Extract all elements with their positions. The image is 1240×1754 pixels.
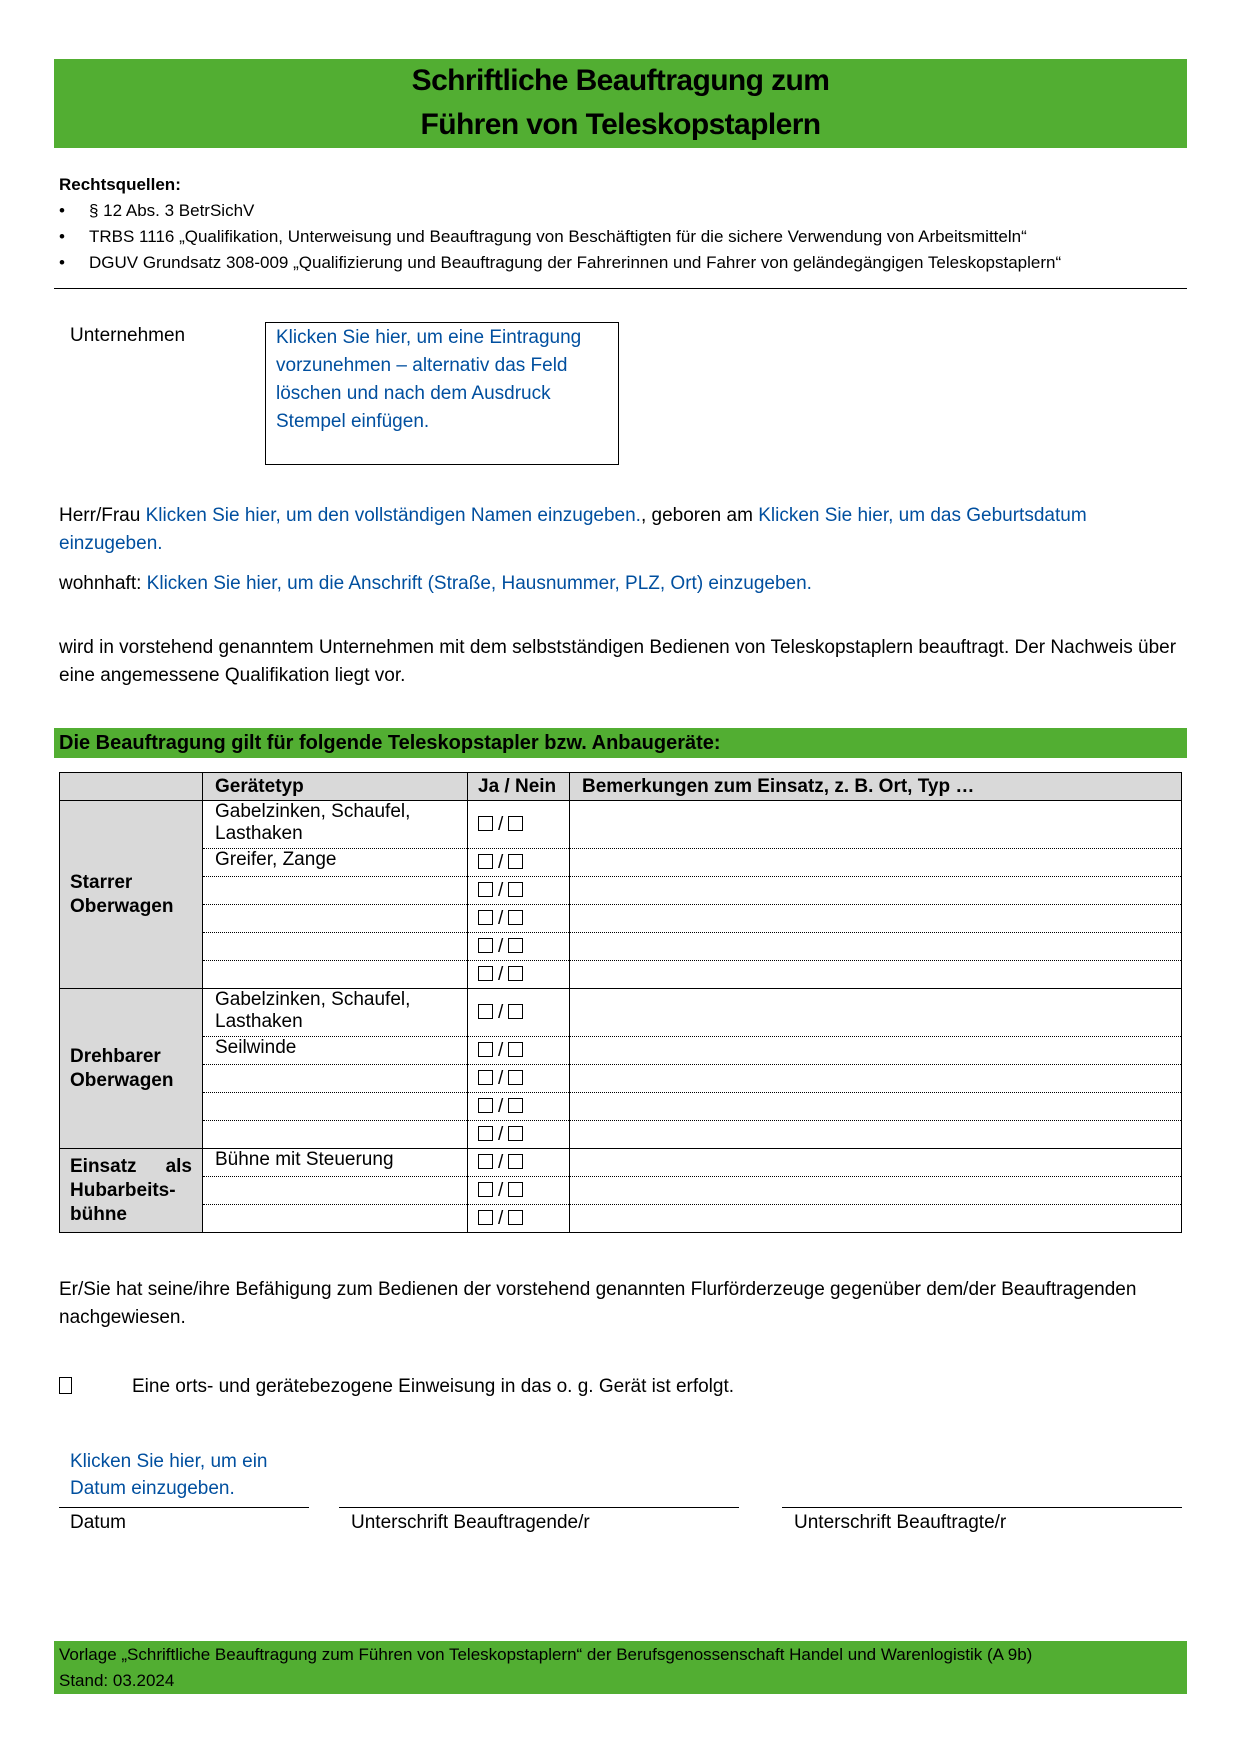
yes-no-cell <box>468 1037 570 1065</box>
company-placeholder[interactable]: Klicken Sie hier, um eine Eintragung vorzunehmen – alternativ das Feld löschen und nach dem Ausdruck Stempel einfügen. <box>276 327 582 432</box>
yes-no-cell <box>468 801 570 849</box>
yes-no-cell <box>468 1093 570 1121</box>
yes-no-separator: / <box>498 851 504 873</box>
header-yes-no: Ja / Nein <box>468 773 570 801</box>
legal-source-text: § 12 Abs. 3 BetrSichV <box>89 201 255 220</box>
yes-checkbox[interactable] <box>478 1126 493 1141</box>
table-row <box>60 849 1182 877</box>
remarks-cell[interactable] <box>570 1121 1182 1149</box>
device-type-cell[interactable] <box>203 877 468 905</box>
table-row <box>60 933 1182 961</box>
title-banner <box>54 59 1187 148</box>
table-row <box>60 989 1182 1037</box>
yes-no-cell <box>468 989 570 1037</box>
yes-no-cell <box>468 849 570 877</box>
assigner-signature-label: Unterschrift Beauftragende/r <box>351 1512 590 1533</box>
section-heading: Die Beauftragung gilt für folgende Teleskopstapler bzw. Anbaugeräte: <box>59 732 721 754</box>
yes-checkbox[interactable] <box>478 1070 493 1085</box>
yes-no-separator: / <box>498 1039 504 1061</box>
legal-sources-heading: Rechtsquellen: <box>59 175 181 194</box>
footer-bar <box>54 1641 1187 1694</box>
salutation-label: Herr/Frau <box>59 505 146 526</box>
confirmation-text: Er/Sie hat seine/ihre Befähigung zum Bedienen der vorstehend genannten Flurförderzeuge gegenüber dem/der Beauftragenden nachgewiesen. <box>59 1279 1137 1328</box>
name-field[interactable]: Klicken Sie hier, um den vollständigen Namen einzugeben. <box>145 505 641 526</box>
legal-source-text: TRBS 1116 „Qualifikation, Unterweisung und Beauftragung von Beschäftigten für die sichere Verwendung von Arbeitsmitteln“ <box>89 227 1027 246</box>
table-row <box>60 801 1182 849</box>
table-row <box>60 961 1182 989</box>
yes-checkbox[interactable] <box>478 966 493 981</box>
device-type-cell[interactable] <box>203 933 468 961</box>
remarks-cell[interactable] <box>570 989 1182 1037</box>
header-category <box>60 773 203 801</box>
category-cell: Einsatz als Hubarbeits-bühne <box>60 1149 203 1233</box>
legal-source-item <box>59 224 1189 250</box>
legal-source-item <box>59 250 1189 276</box>
footer-version: Stand: 03.2024 <box>59 1671 175 1690</box>
remarks-cell[interactable] <box>570 1037 1182 1065</box>
device-type-cell[interactable] <box>203 1121 468 1149</box>
bullet-icon: • <box>59 201 65 220</box>
no-checkbox[interactable] <box>508 882 523 897</box>
yes-checkbox[interactable] <box>478 1182 493 1197</box>
yes-no-separator: / <box>498 1067 504 1089</box>
remarks-cell[interactable] <box>570 801 1182 849</box>
assignment-text: wird in vorstehend genanntem Unternehmen mit dem selbstständigen Bedienen von Teleskopstaplern beauftragt. Der Nachweis über eine angemessene Qualifikation liegt vor. <box>59 637 1177 686</box>
yes-no-separator: / <box>498 813 504 835</box>
category-cell: Drehbarer Oberwagen <box>60 989 203 1149</box>
person-line <box>59 502 1179 558</box>
no-checkbox[interactable] <box>508 910 523 925</box>
yes-no-separator: / <box>498 935 504 957</box>
table-row <box>60 1093 1182 1121</box>
device-type-cell[interactable]: Greifer, Zange <box>203 849 468 877</box>
company-label: Unternehmen <box>70 325 186 346</box>
yes-no-separator: / <box>498 1179 504 1201</box>
no-checkbox[interactable] <box>508 1154 523 1169</box>
remarks-cell[interactable] <box>570 1205 1182 1233</box>
yes-no-cell <box>468 1121 570 1149</box>
remarks-cell[interactable] <box>570 1149 1182 1177</box>
no-checkbox[interactable] <box>508 1042 523 1057</box>
table-header-row <box>60 773 1182 801</box>
remarks-cell[interactable] <box>570 1065 1182 1093</box>
no-checkbox[interactable] <box>508 938 523 953</box>
yes-no-cell <box>468 961 570 989</box>
remarks-cell[interactable] <box>570 1093 1182 1121</box>
header-remarks: Bemerkungen zum Einsatz, z. B. Ort, Typ … <box>570 773 1182 801</box>
legal-sources <box>59 172 1189 276</box>
table-row <box>60 1149 1182 1177</box>
yes-no-separator: / <box>498 1001 504 1023</box>
address-label: wohnhaft: <box>59 573 147 594</box>
table-row <box>60 1065 1182 1093</box>
legal-source-text: DGUV Grundsatz 308-009 „Qualifizierung und Beauftragung der Fahrerinnen und Fahrer von geländegängigen Teleskopstaplern“ <box>89 253 1062 272</box>
table-row <box>60 1121 1182 1149</box>
table-row <box>60 877 1182 905</box>
yes-no-separator: / <box>498 963 504 985</box>
table-row <box>60 1037 1182 1065</box>
divider <box>54 288 1187 289</box>
yes-no-separator: / <box>498 879 504 901</box>
legal-source-item <box>59 198 1189 224</box>
address-line <box>59 570 1179 598</box>
no-checkbox[interactable] <box>508 1182 523 1197</box>
device-type-cell[interactable]: Bühne mit Steuerung <box>203 1149 468 1177</box>
assignee-signature-label: Unterschrift Beauftragte/r <box>794 1512 1007 1533</box>
assigner-signature-line[interactable] <box>339 1507 739 1508</box>
device-type-cell[interactable] <box>203 1205 468 1233</box>
legal-sources-list <box>59 198 1189 276</box>
yes-no-separator: / <box>498 1095 504 1117</box>
yes-no-cell <box>468 1205 570 1233</box>
footer-template-note: Vorlage „Schriftliche Beauftragung zum Führen von Teleskopstaplern“ der Berufsgenossenschaft Handel und Warenlogistik (A 9b) <box>59 1645 1033 1664</box>
remarks-cell[interactable] <box>570 1177 1182 1205</box>
no-checkbox[interactable] <box>508 1098 523 1113</box>
device-type-cell[interactable] <box>203 1177 468 1205</box>
instruction-checkbox[interactable] <box>59 1377 72 1394</box>
yes-no-cell <box>468 1149 570 1177</box>
device-type-cell[interactable]: Gabelzinken, Schaufel, Lasthaken <box>203 801 468 849</box>
yes-no-cell <box>468 905 570 933</box>
section-heading-bar <box>54 728 1187 758</box>
yes-checkbox[interactable] <box>478 1210 493 1225</box>
no-checkbox[interactable] <box>508 966 523 981</box>
title-line-1: Schriftliche Beauftragung zum <box>411 64 830 97</box>
yes-no-cell <box>468 877 570 905</box>
yes-checkbox[interactable] <box>478 1154 493 1169</box>
device-type-cell[interactable]: Seilwinde <box>203 1037 468 1065</box>
no-checkbox[interactable] <box>508 816 523 831</box>
table-body <box>60 801 1182 1233</box>
assignee-signature-line[interactable] <box>782 1507 1182 1508</box>
device-type-cell[interactable] <box>203 1093 468 1121</box>
date-label: Datum <box>70 1512 126 1533</box>
yes-checkbox[interactable] <box>478 938 493 953</box>
remarks-cell[interactable] <box>570 961 1182 989</box>
yes-checkbox[interactable] <box>478 816 493 831</box>
no-checkbox[interactable] <box>508 854 523 869</box>
device-type-cell[interactable] <box>203 961 468 989</box>
birthdate-field[interactable]: Klicken Sie hier, um das Geburtsdatum einzugeben. <box>59 505 1087 554</box>
yes-no-separator: / <box>498 907 504 929</box>
date-signature-line <box>59 1507 309 1508</box>
bullet-icon: • <box>59 227 65 246</box>
instruction-checkbox-label: Eine orts- und gerätebezogene Einweisung in das o. g. Gerät ist erfolgt. <box>132 1376 735 1397</box>
address-field[interactable]: Klicken Sie hier, um die Anschrift (Straße, Hausnummer, PLZ, Ort) einzugeben. <box>146 573 812 594</box>
device-type-cell[interactable] <box>203 1065 468 1093</box>
instruction-checkbox-row <box>59 1373 735 1401</box>
born-label: , geboren am <box>640 505 759 526</box>
no-checkbox[interactable] <box>508 1070 523 1085</box>
yes-checkbox[interactable] <box>478 1004 493 1019</box>
yes-checkbox[interactable] <box>478 1098 493 1113</box>
company-field[interactable] <box>265 322 619 465</box>
yes-checkbox[interactable] <box>478 1042 493 1057</box>
yes-checkbox[interactable] <box>478 882 493 897</box>
yes-no-cell <box>468 1065 570 1093</box>
device-type-cell[interactable] <box>203 905 468 933</box>
device-table <box>59 772 1182 1233</box>
yes-no-separator: / <box>498 1123 504 1145</box>
table-row <box>60 1205 1182 1233</box>
no-checkbox[interactable] <box>508 1126 523 1141</box>
remarks-cell[interactable] <box>570 933 1182 961</box>
yes-no-separator: / <box>498 1207 504 1229</box>
no-checkbox[interactable] <box>508 1004 523 1019</box>
device-type-cell[interactable]: Gabelzinken, Schaufel, Lasthaken <box>203 989 468 1037</box>
yes-checkbox[interactable] <box>478 910 493 925</box>
table-row <box>60 1177 1182 1205</box>
header-device-type: Gerätetyp <box>203 773 468 801</box>
yes-no-cell <box>468 1177 570 1205</box>
no-checkbox[interactable] <box>508 1210 523 1225</box>
remarks-cell[interactable] <box>570 877 1182 905</box>
yes-no-cell <box>468 933 570 961</box>
date-field[interactable]: Klicken Sie hier, um ein Datum einzugeben. <box>70 1451 268 1499</box>
yes-checkbox[interactable] <box>478 854 493 869</box>
bullet-icon: • <box>59 253 65 272</box>
title-line-2: Führen von Teleskopstaplern <box>420 108 821 141</box>
category-cell: Starrer Oberwagen <box>60 801 203 989</box>
remarks-cell[interactable] <box>570 905 1182 933</box>
table-row <box>60 905 1182 933</box>
remarks-cell[interactable] <box>570 849 1182 877</box>
yes-no-separator: / <box>498 1151 504 1173</box>
